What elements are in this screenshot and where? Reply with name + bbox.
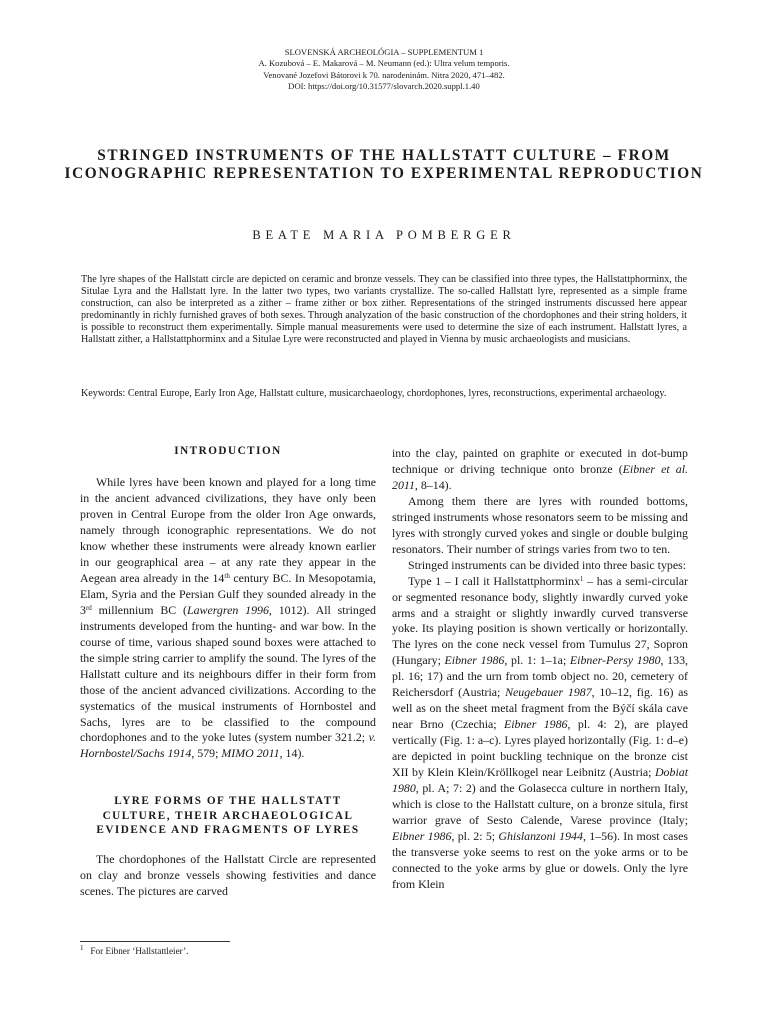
journal-series: SLOVENSKÁ ARCHEOLÓGIA – SUPPLEMENTUM 1 (284, 47, 484, 57)
citation: Ghislanzoni 1944 (498, 828, 583, 843)
right-column (392, 446, 688, 893)
heading-line: CULTURE, THEIR ARCHAEOLOGICAL (102, 809, 354, 822)
text-run: , pl. A; 7: 2) and the Golasecca culture in northern Italy, which is close to the Hallstatt culture, on a bronze situla, first warrior grave of Sesto Calende, Varese province (Italy; (392, 781, 688, 827)
citation: Eibner 1986 (392, 828, 452, 843)
heading-line: EVIDENCE AND FRAGMENTS OF LYRES (96, 823, 360, 836)
citation: MIMO 2011 (221, 746, 280, 761)
citation: Eibner et al. 2011 (392, 461, 688, 492)
text-run: , pl. 2: 5; (451, 828, 499, 843)
text-run: Type 1 – I call it Hallstattphorminx (408, 573, 580, 588)
lyre-forms-paragraph: The chordophones of the Hallstatt Circle are represented on clay and bronze vessels showing festivities and dance scenes. The pictures are carved (80, 851, 376, 898)
citation: Eibner-Persy 1980 (569, 653, 661, 668)
section-heading-introduction: INTRODUCTION (174, 445, 282, 457)
text-run: , 579; (191, 746, 222, 761)
citation: v. Hornbostel/Sachs 1914 (80, 730, 376, 761)
text-run: , 10–12, fig. 16) as well as on the sheet metal fragment from the Býčí skála cave near Brno (Czechia; (392, 685, 689, 732)
footnote-text: For Eibner ‘Hallstattleier’. (90, 946, 189, 956)
text-run: , 8–14). (414, 477, 452, 492)
left-column (80, 444, 376, 900)
article-author: BEATE MARIA POMBERGER (252, 228, 516, 242)
text-run: millennium BC ( (91, 602, 187, 617)
text-run: into the clay, painted on graphite or executed in dot-bump technique or driving technique onto bronze ( (392, 446, 688, 476)
text-run: , pl. 1: 1–1a; (504, 653, 570, 668)
citation: Eibner 1986 (503, 717, 568, 732)
text-run: , pl. 4: 2), are played vertically (Fig. 1: a–c). Lyres played horizontally (Fig. 1: d–e) are depicted in point buckling technique on the bronze cist XII by Klein Klein/Kröllkogel near Leibnitz (Austria; (392, 717, 688, 780)
footnote (80, 946, 376, 957)
abstract: The lyre shapes of the Hallstatt circle are depicted on ceramic and bronze vessels. They can be classified into three types, the Hallstattphorminx, the Situlae Lyra and the Hallstatt lyre. In the latter two types, two variants crystallize. The so-called Hallstatt lyre, represented as a simple frame construction, can also be interpreted as a zither – frame zither or box zither. Representations of the stringed instruments discussed here appear predominantly in richly furnished graves of both sexes. Through analyzation of the basic construction of the chordophones and their string holders, it is possible to reconstruct them experimentally. Simple manual measurements were used to determine the size of each instrument. Hallstatt lyres, a Hallstatt zither, a Hallstattphorminx and a Situlae Lyre were reconstructed and played in Vienna by music archaeologists and musicians. (81, 274, 687, 346)
footnote-marker[interactable]: 1 (579, 574, 584, 583)
footnote-divider (80, 941, 230, 942)
heading-line: LYRE FORMS OF THE HALLSTATT (114, 795, 342, 808)
text-run: – has a semi-circular or segmented resonance body, slightly inwardly curved yoke arms and a straight or slightly inwardly curved transverse yoke. Its playing position is shown vertically or horizontally. The lyres on the cone neck vessel from Tumulus 27, Sopron (Hungary; (392, 573, 688, 668)
text-run: century BC. In Mesopotamia, Elam, Syria and the Persian Gulf they sounded already in the 3 (80, 570, 377, 617)
citation: Lawergren 1996 (186, 602, 269, 617)
journal-doi[interactable]: DOI: https://doi.org/10.31577/slovarch.2020.suppl.1.40 (288, 80, 480, 91)
basic-types-paragraph: Stringed instruments can be divided into three basic types: (408, 557, 687, 572)
article-title: STRINGED INSTRUMENTS OF THE HALLSTATT CULTURE – FROM ICONOGRAPHIC REPRESENTATION TO EXPERIMENTAL REPRODUCTION (64, 147, 704, 183)
journal-dedication: Venované Jozefovi Bátorovi k 70. narodeninám. Nitra 2020, 471–482. (263, 69, 505, 80)
citation: Neugebauer 1987 (505, 685, 592, 700)
keywords: Keywords: Central Europe, Early Iron Age, Hallstatt culture, musicarchaeology, chordophones, lyres, reconstructions, experimental archaeology. (81, 388, 667, 399)
superscript: rd (85, 603, 92, 612)
text-run: , 1012). All stringed instruments developed from the hunting- and war bow. In the course of time, various shaped sound boxes were attached to the simple string carrier to amplify the sound. The lyres of the Hallstatt culture and its neighbours differ in their form from those of the ancient advanced civilizations. According to the systematics of the musical instruments of Hornbostel and Sachs, lyres are to be classified to the compound chordophones and to the yoke lutes (system number 321.2; (80, 602, 376, 745)
citation: Dobiat 1980 (392, 765, 688, 796)
type-1-paragraph (392, 574, 688, 893)
citation: Eibner 1986 (444, 653, 505, 668)
footnote-number: 1 (80, 944, 84, 952)
text-run: , 133, pl. 16; 17) and the urn from tomb object no. 20, cemetery of Reichersdorf (Austria; (392, 653, 688, 700)
intro-paragraph (80, 475, 376, 762)
text-run: , 1–56). In most cases the transverse yoke seems to rest on the yoke arms or to be connected to the yoke arms by glue or dowels. Only the lyre from Klein (392, 828, 688, 891)
lyre-types-paragraph: Among them there are lyres with rounded bottoms, stringed instruments whose resonators seem to be missing and lyres with strongly curved yokes and single or double bulging resonators. Their number of strings varies from two to ten. (392, 493, 688, 556)
journal-editors: A. Kozubová – E. Makarová – M. Neumann (ed.): Ultra velum temporis. (258, 58, 510, 69)
continued-paragraph (392, 446, 688, 494)
text-run: , 14). (279, 746, 305, 761)
text-run: While lyres have been known and played for a long time in the ancient advanced civilizations, they have only been proven in Central Europe from the older Iron Age onwards, namely through iconographic representations. We do not know whether these instruments were already known earlier in our geographical area – at any rate they appear in the Aegean area already in the 14 (80, 475, 376, 585)
superscript: th (224, 571, 230, 580)
section-heading-lyre-forms (80, 794, 376, 837)
journal-header (100, 47, 668, 92)
